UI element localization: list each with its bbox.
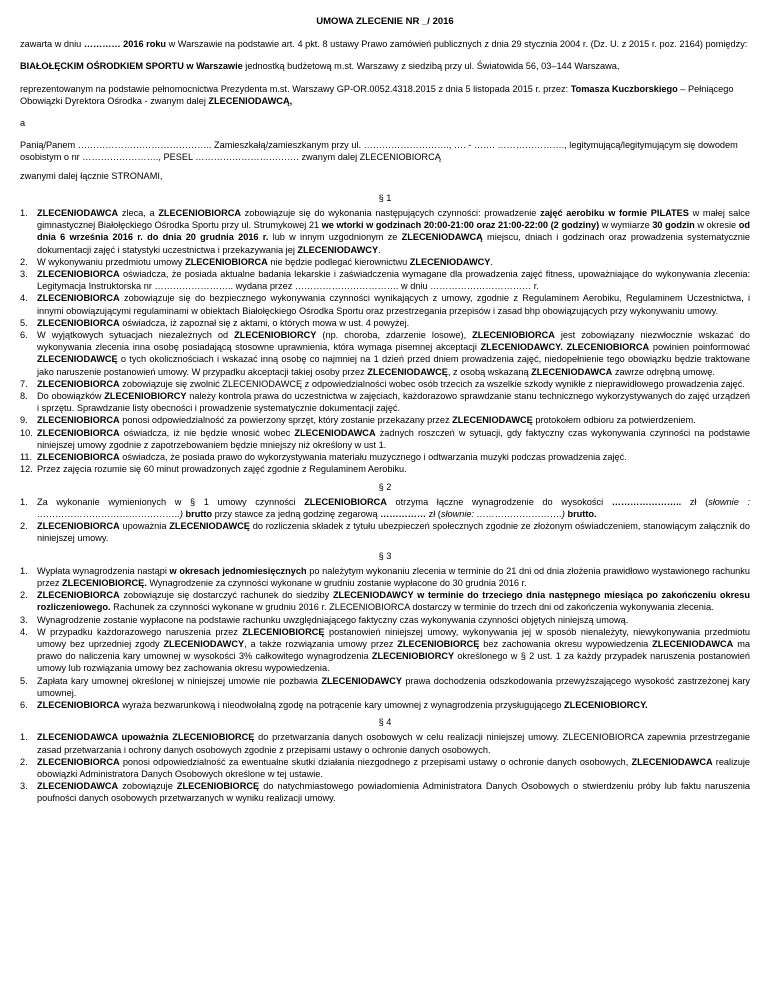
text-run: lub w innym uzgodnionym ze <box>268 232 402 243</box>
text-run: w małej salce gimnastycznej Białołęckiego Ośrodka Sportu przy ul. Strumykowej 21 <box>37 208 750 231</box>
text-run: a <box>20 118 26 129</box>
text-run: przy stawce za jedną godzinę zegarową <box>212 508 381 519</box>
item-number: 1. <box>20 496 28 507</box>
text-run: zł ( <box>426 508 441 519</box>
item-number: 2. <box>20 521 28 532</box>
text-run: o tych okolicznościach i wskazać inną osobę co najmniej na 1 dzień przed dniem prowadzenia zajęć, niedopełnienie tego obowiązku będzie traktowane jako naruszenie postanowień umowy. W przypadku akceptacji takiej osoby przez <box>37 354 750 377</box>
text-run: ZLECENIODAWCĄ <box>401 232 483 243</box>
text-run: ZLECENIOBIORCA <box>37 756 120 767</box>
list-item <box>20 589 750 613</box>
item-number: 4. <box>20 626 28 637</box>
section-heading: § 4 <box>378 717 392 728</box>
text-run: ZLECENIOBIORCY <box>234 330 317 341</box>
text-run: ZLECENIOBIORCY <box>371 651 455 662</box>
text-run: we wtorki w godzinach 20:00-21:00 oraz 21:00-22:00 (2 godziny) <box>321 220 600 231</box>
section-list <box>20 731 750 804</box>
text-run: ZLECENIODAWCA <box>531 366 613 377</box>
text-run: zobowiązuje się dostarczyć rachunek do siedziby <box>119 590 333 601</box>
item-number: 2. <box>20 256 28 267</box>
item-number: 2. <box>20 590 28 601</box>
text-run: Do obowiązków <box>37 391 105 402</box>
list-item <box>20 565 750 589</box>
text-run: ZLECENIODAWCA <box>37 781 119 792</box>
text-run: BIAŁOŁĘCKIM OŚRODKIEM SPORTU w Warszawie <box>20 61 243 72</box>
text-run: ZLECENIODAWCY <box>409 256 491 267</box>
text-run: oświadcza, iż nie będzie wnosić wobec <box>119 427 295 438</box>
text-run: ZLECENIOBIORCA <box>37 269 120 280</box>
text-run: ZLECENIODAWCA <box>37 208 119 219</box>
text-run: ZLECENIODAWCA <box>652 638 734 649</box>
text-run: ZLECENIODAWCĘ <box>452 415 533 426</box>
text-run: ZLECENIODAWCĄ, <box>208 95 293 106</box>
text-run: ZLECENIODAWCĘ <box>169 521 250 532</box>
list-item <box>20 414 750 426</box>
intro-paragraph <box>20 38 750 50</box>
text-run: ZLECENIODAWCĘ <box>367 366 448 377</box>
text-run: Panią/Panem …………………………………….. Zamieszkałą/zamieszkanym przy ul. ………………………., …. - ……. …………………., legitymującą/legitymującym się dowodem osobistym o nr ……………………., PESEL ……………………………. zwanym dalej ZLECENIOBIORCĄ <box>20 140 738 163</box>
text-run: do przetwarzania danych osobowych w celu realizacji niniejszej umowy. ZLECENIOBIORCA zapewnia przestrzeganie zasad przetwarzania i ochrony danych osobowych zgodnie z przepisami ustawy o ochronie danych osobowych. <box>37 732 751 755</box>
section-heading: § 1 <box>378 192 392 203</box>
list-item <box>20 378 750 390</box>
text-run: godzin <box>665 220 695 231</box>
text-run: do natychmiastowego powiadomienia Administratora Danych Osobowych o stwierdzeniu próby lub faktu naruszenia poufności danych osobowych przetwarzanych w wyniku realizacji umowy. <box>37 781 751 804</box>
text-run: ZLECENIOBIORCA <box>472 330 555 341</box>
text-run: , a także rozwiązania umowy przez <box>244 638 398 649</box>
text-run: należy kontrola prawa do uczestnictwa w zajęciach, każdorazowo sprawdzanie stanu technicznego wykorzystywanych do zajęć urządzeń i sprzętu. Sprawdzanie listy obecności i prowadzenie systematycznie dokumentacji zajęć. <box>37 391 750 414</box>
item-number: 8. <box>20 391 28 402</box>
intro-paragraph <box>20 60 750 72</box>
text-run: (np. choroba, zdarzenie losowe), <box>316 330 473 341</box>
item-number: 3. <box>20 269 28 280</box>
item-number: 5. <box>20 317 28 328</box>
text-run: ZLECENIOBIORCA <box>37 521 120 532</box>
text-run: ZLECENIODAWCY <box>297 244 379 255</box>
text-run: protokołem odbioru za potwierdzeniem. <box>532 415 696 426</box>
document-title: UMOWA ZLECENIE NR _/ 2016 <box>316 16 454 27</box>
text-run: ZLECENIOBIORCA <box>158 208 241 219</box>
list-item <box>20 256 750 268</box>
text-run: Zapłata kary umownej określonej w niniejszej umowie nie pozbawia <box>37 675 322 686</box>
text-run: ZLECENIODAWCY <box>163 638 245 649</box>
intro-paragraph <box>20 170 750 182</box>
text-run: Wypłata wynagrodzenia nastąpi <box>37 565 170 576</box>
text-run: w okresie <box>694 220 739 231</box>
item-number: 4. <box>20 293 28 304</box>
list-item <box>20 317 750 329</box>
text-run: po należytym wykonaniu zlecenia w terminie do 21 dni od dnia złożenia prawidłowo wystawionego rachunku przez <box>37 565 750 588</box>
list-item <box>20 463 750 475</box>
text-run: ZLECENIOBIORCA <box>37 699 120 710</box>
list-item <box>20 207 750 256</box>
section-list <box>20 565 750 711</box>
item-number: 1. <box>20 208 28 219</box>
item-number: 6. <box>20 330 28 341</box>
text-run: w wymiarze <box>599 220 653 231</box>
text-run: Przez zajęcia rozumie się 60 minut prowadzonych zajęć zgodnie z Regulaminem Aerobiku. <box>37 464 407 475</box>
text-run: ZLECENIODAWCY <box>321 675 402 686</box>
text-run: ………………….. <box>611 496 682 507</box>
text-run: ZLECENIOBIORCA <box>37 317 120 328</box>
item-number: 11. <box>20 452 33 463</box>
text-run: otrzyma łączne wynagrodzenie do wysokości <box>386 496 612 507</box>
text-run: ZLECENIODAWCA <box>631 756 713 767</box>
intro-paragraph <box>20 139 750 163</box>
text-run: upoważnia <box>119 521 170 532</box>
text-run: W wyjątkowych sytuacjach niezależnych od <box>37 330 235 341</box>
text-run: zleca, a <box>118 208 159 219</box>
text-run: ZLECENIOBIORCA <box>185 256 268 267</box>
list-item <box>20 780 750 804</box>
text-run: ZLECENIOBIORCĘ <box>397 638 480 649</box>
list-item <box>20 451 750 463</box>
text-run: słownie : ………………………………………..) <box>37 496 750 519</box>
item-number: 1. <box>20 732 28 743</box>
list-item <box>20 520 750 544</box>
text-run: W wykonywaniu przedmiotu umowy <box>37 256 186 267</box>
item-number: 7. <box>20 378 28 389</box>
text-run: brutto. <box>567 508 597 519</box>
text-run: ZLECENIOBIORCĘ <box>242 626 325 637</box>
list-item <box>20 614 750 626</box>
list-item <box>20 699 750 711</box>
text-run: Wynagrodzenie za czynności wykonane w grudniu zostanie wypłacone do 30 grudnia 2016 r. <box>146 577 527 588</box>
list-item <box>20 675 750 699</box>
text-run: . <box>490 256 493 267</box>
text-run: jednostką budżetową m.st. Warszawy z siedzibą przy ul. Światowida 56, 03–144 Warszawa, <box>242 61 620 72</box>
item-number: 5. <box>20 675 28 686</box>
text-run: ZLECENIOBIORCĘ. <box>62 577 147 588</box>
text-run: zobowiązuje <box>118 781 177 792</box>
item-number: 6. <box>20 699 28 710</box>
section-heading: § 2 <box>378 481 392 492</box>
list-item <box>20 626 750 675</box>
text-run: określonego w § 2 ust. 1 za każdy przypadek naruszenia postanowień umowy lub rozwiązania umowy bez zachowania okresu wypowiedzenia. <box>37 651 750 674</box>
text-run: reprezentowanym na podstawie pełnomocnictwa Prezydenta m.st. Warszawy GP-OR.0052.4318.2015 z dnia 5 listopada 2015 r. przez: <box>20 83 571 94</box>
text-run: słownie: ……………………….) <box>440 508 565 519</box>
text-run: powinien poinformować <box>649 342 750 353</box>
text-run: Za wykonanie wymienionych w § 1 umowy czynności <box>37 496 305 507</box>
section-list <box>20 207 750 475</box>
list-item <box>20 268 750 292</box>
text-run: ZLECENIOBIORCA <box>37 590 120 601</box>
item-number: 12. <box>20 464 33 475</box>
text-run: W przypadku każdorazowego naruszenia przez <box>37 626 243 637</box>
text-run: Rachunek za czynności wykonane w grudniu 2016 r. ZLECENIOBIORCA dostarczy w terminie do trzech dni od zakończenia wykonywania zlecenia. <box>110 602 714 613</box>
list-item <box>20 496 750 520</box>
list-item <box>20 329 750 378</box>
text-run: zajęć aerobiku w formie PILATES <box>540 208 689 219</box>
item-number: 3. <box>20 781 28 792</box>
text-run: do rozliczenia składek z tytułu ubezpieczeń społecznych zgodnie ze złożonym oświadczeniem, stanowiącym załącznik do niniejszej umowy. <box>37 521 750 544</box>
item-number: 10. <box>20 427 33 438</box>
text-run: oświadcza, że posiada aktualne badania lekarskie i zaświadczenia wymagane dla prowadzenia zajęć fitness, upoważniające do wykonywania zlecenia: Legitymacja Instruktorska nr …………………….. wydana przez ……………………………. w dniu …………………………… r. <box>37 269 750 292</box>
text-run: ZLECENIOBIORCA <box>37 293 120 304</box>
text-run: . <box>378 244 381 255</box>
item-number: 1. <box>20 565 28 576</box>
text-run: zobowiązuje się do wykonania następujących czynności: prowadzenie <box>241 208 541 219</box>
text-run: ponosi odpowiedzialność za ewentualne skutki działania niezgodnego z przepisami ustawy o ochronie danych osobowych, <box>119 756 632 767</box>
text-run: ZLECENIOBIORCĘ <box>176 781 260 792</box>
text-run: ZLECENIOBIORCA <box>304 496 387 507</box>
text-run: ZLECENIODAWCA upoważnia ZLECENIOBIORCĘ <box>37 732 255 743</box>
text-run: ZLECENIOBIORCA <box>37 427 120 438</box>
item-number: 2. <box>20 756 28 767</box>
text-run: zwanymi dalej łącznie STRONAMI, <box>20 170 163 181</box>
text-run: zobowiązuje się do bezpiecznego wykonywania czynności wynikających z umowy, zgodnie z Regulaminem Aerobiku, Regulaminem Uczestnictwa, i innymi obowiązującymi regulaminami w obiektach Białołęckiego Ośrodka Sportu oraz przestrzegania przepisów i zasad bhp obowiązujących przy wykonywaniu umowy. <box>37 293 750 316</box>
text-run: żadnych roszczeń w sytuacji, gdy faktyczny czas wykonywania czynności na podstawie niniejszej umowy zgodnie z zapotrzebowaniem będzie mniejszy niż określony w ust 1. <box>37 427 750 450</box>
text-run: realizuje obowiązki Administratora Danych Osobowych określone w tej ustawie. <box>37 756 750 779</box>
text-run: ZLECENIOBIORCA <box>566 342 650 353</box>
text-run: ZLECENIOBIORCY. <box>564 699 648 710</box>
text-run: ma prawo do naliczenia kary umownej w wysokości 3% całkowitego wynagrodzenia <box>37 638 750 662</box>
list-item <box>20 292 750 316</box>
list-item <box>20 756 750 780</box>
text-run: ZLECENIODAWCĘ <box>37 354 118 365</box>
text-run: jest zobowiązany niezwłocznie wskazać do wykonywania zlecenia inna osobę posiadającą stosowne uprawnienia, która wymaga pisemnej akceptacji <box>37 330 750 353</box>
text-run: ZLECENIODAWCA <box>294 427 376 438</box>
text-run: ZLECENIODAWCY w terminie do trzeciego dnia następnego miesiąca po zakończeniu okresu rozliczeniowego. <box>37 590 750 613</box>
text-run: wyraża bezwarunkową i nieodwołalną zgodę na potrącenie kary umownej z wynagrodzenia przysługującego <box>119 699 565 710</box>
text-run: oświadcza, iż zapoznał się z aktami, o których mowa w ust. 4 powyżej. <box>119 317 410 328</box>
text-run: ZLECENIOBIORCA <box>37 415 120 426</box>
text-run: , z osobą wskazaną <box>447 366 532 377</box>
text-run: ponosi odpowiedzialność za powierzony sprzęt, który zostanie przekazany przez <box>119 415 453 426</box>
text-run: od dnia 6 września 2016 r. do dnia 20 grudnia 2016 r. <box>37 220 750 243</box>
list-item <box>20 731 750 755</box>
text-run: – Pełniącego Obowiązki Dyrektora Ośrodka - zwanym dalej <box>20 83 734 106</box>
text-run: brutto <box>185 508 213 519</box>
text-run: zawrze odrębną umowę. <box>612 366 715 377</box>
text-run: w Warszawie na podstawie art. 4 pkt. 8 ustawy Prawo zamówień publicznych z dnia 29 stycznia 2004 r. (Dz. U. z 2015 r. poz. 2164) pomiędzy: <box>166 39 748 50</box>
section-heading: § 3 <box>378 550 392 561</box>
item-number: 9. <box>20 415 28 426</box>
text-run: oświadcza, że posiada prawo do wykorzystywania materiału muzycznego i odtwarzania muzyki podczas prowadzenia zajęć. <box>119 452 627 463</box>
contract-sections <box>20 192 750 805</box>
text-run: ZLECENIODAWCY. <box>480 342 563 353</box>
text-run: zł ( <box>681 496 709 507</box>
item-number: 3. <box>20 614 28 625</box>
section-list <box>20 496 750 545</box>
text-run: ZLECENIOBIORCY <box>104 391 187 402</box>
text-run: zawarta w dniu <box>20 39 84 50</box>
text-run: bez zachowania okresu wypowiedzenia <box>479 638 653 649</box>
contract-intro <box>20 38 750 182</box>
text-run: miejscu, dniach i godzinach oraz prowadzenia systematycznie dokumentacji zajęć i statystyki uczestnictwa i przekazywania jej <box>37 232 750 255</box>
intro-paragraph <box>20 117 750 129</box>
text-run: prawa dochodzenia odszkodowania przewyższającego wysokość zastrzeżonej kary umownej. <box>37 675 750 698</box>
intro-paragraph <box>20 83 750 107</box>
text-run: Wynagrodzenie zostanie wypłacone na podstawie rachunku uwzględniającego faktyczny czas wykonywania czynności objętych niniejszą umową. <box>37 614 629 625</box>
text-run: postanowień niniejszej umowy, wykonywania jej w sposób nienależyty, niewykonywania przedmiotu umowy bez uprzedniej zgody <box>37 626 750 649</box>
list-item <box>20 427 750 451</box>
text-run: 30 <box>652 220 663 231</box>
text-run: zobowiązuje się zwolnić ZLECENIODAWCĘ z odpowiedzialności wobec osób trzecich za wszelkie szkody wynikłe z nieprawidłowego prowadzenia zajęć. <box>119 378 745 389</box>
text-run: ZLECENIOBIORCA <box>37 452 120 463</box>
text-run: ZLECENIOBIORCA <box>37 378 120 389</box>
list-item <box>20 390 750 414</box>
text-run: nie będzie podlegać kierownictwu <box>267 256 410 267</box>
text-run: w okresach jednomiesięcznych <box>169 565 307 576</box>
text-run: ………… 2016 roku <box>83 39 167 50</box>
text-run: Tomasza Kuczborskiego <box>570 83 678 94</box>
text-run: …………… <box>380 508 427 519</box>
